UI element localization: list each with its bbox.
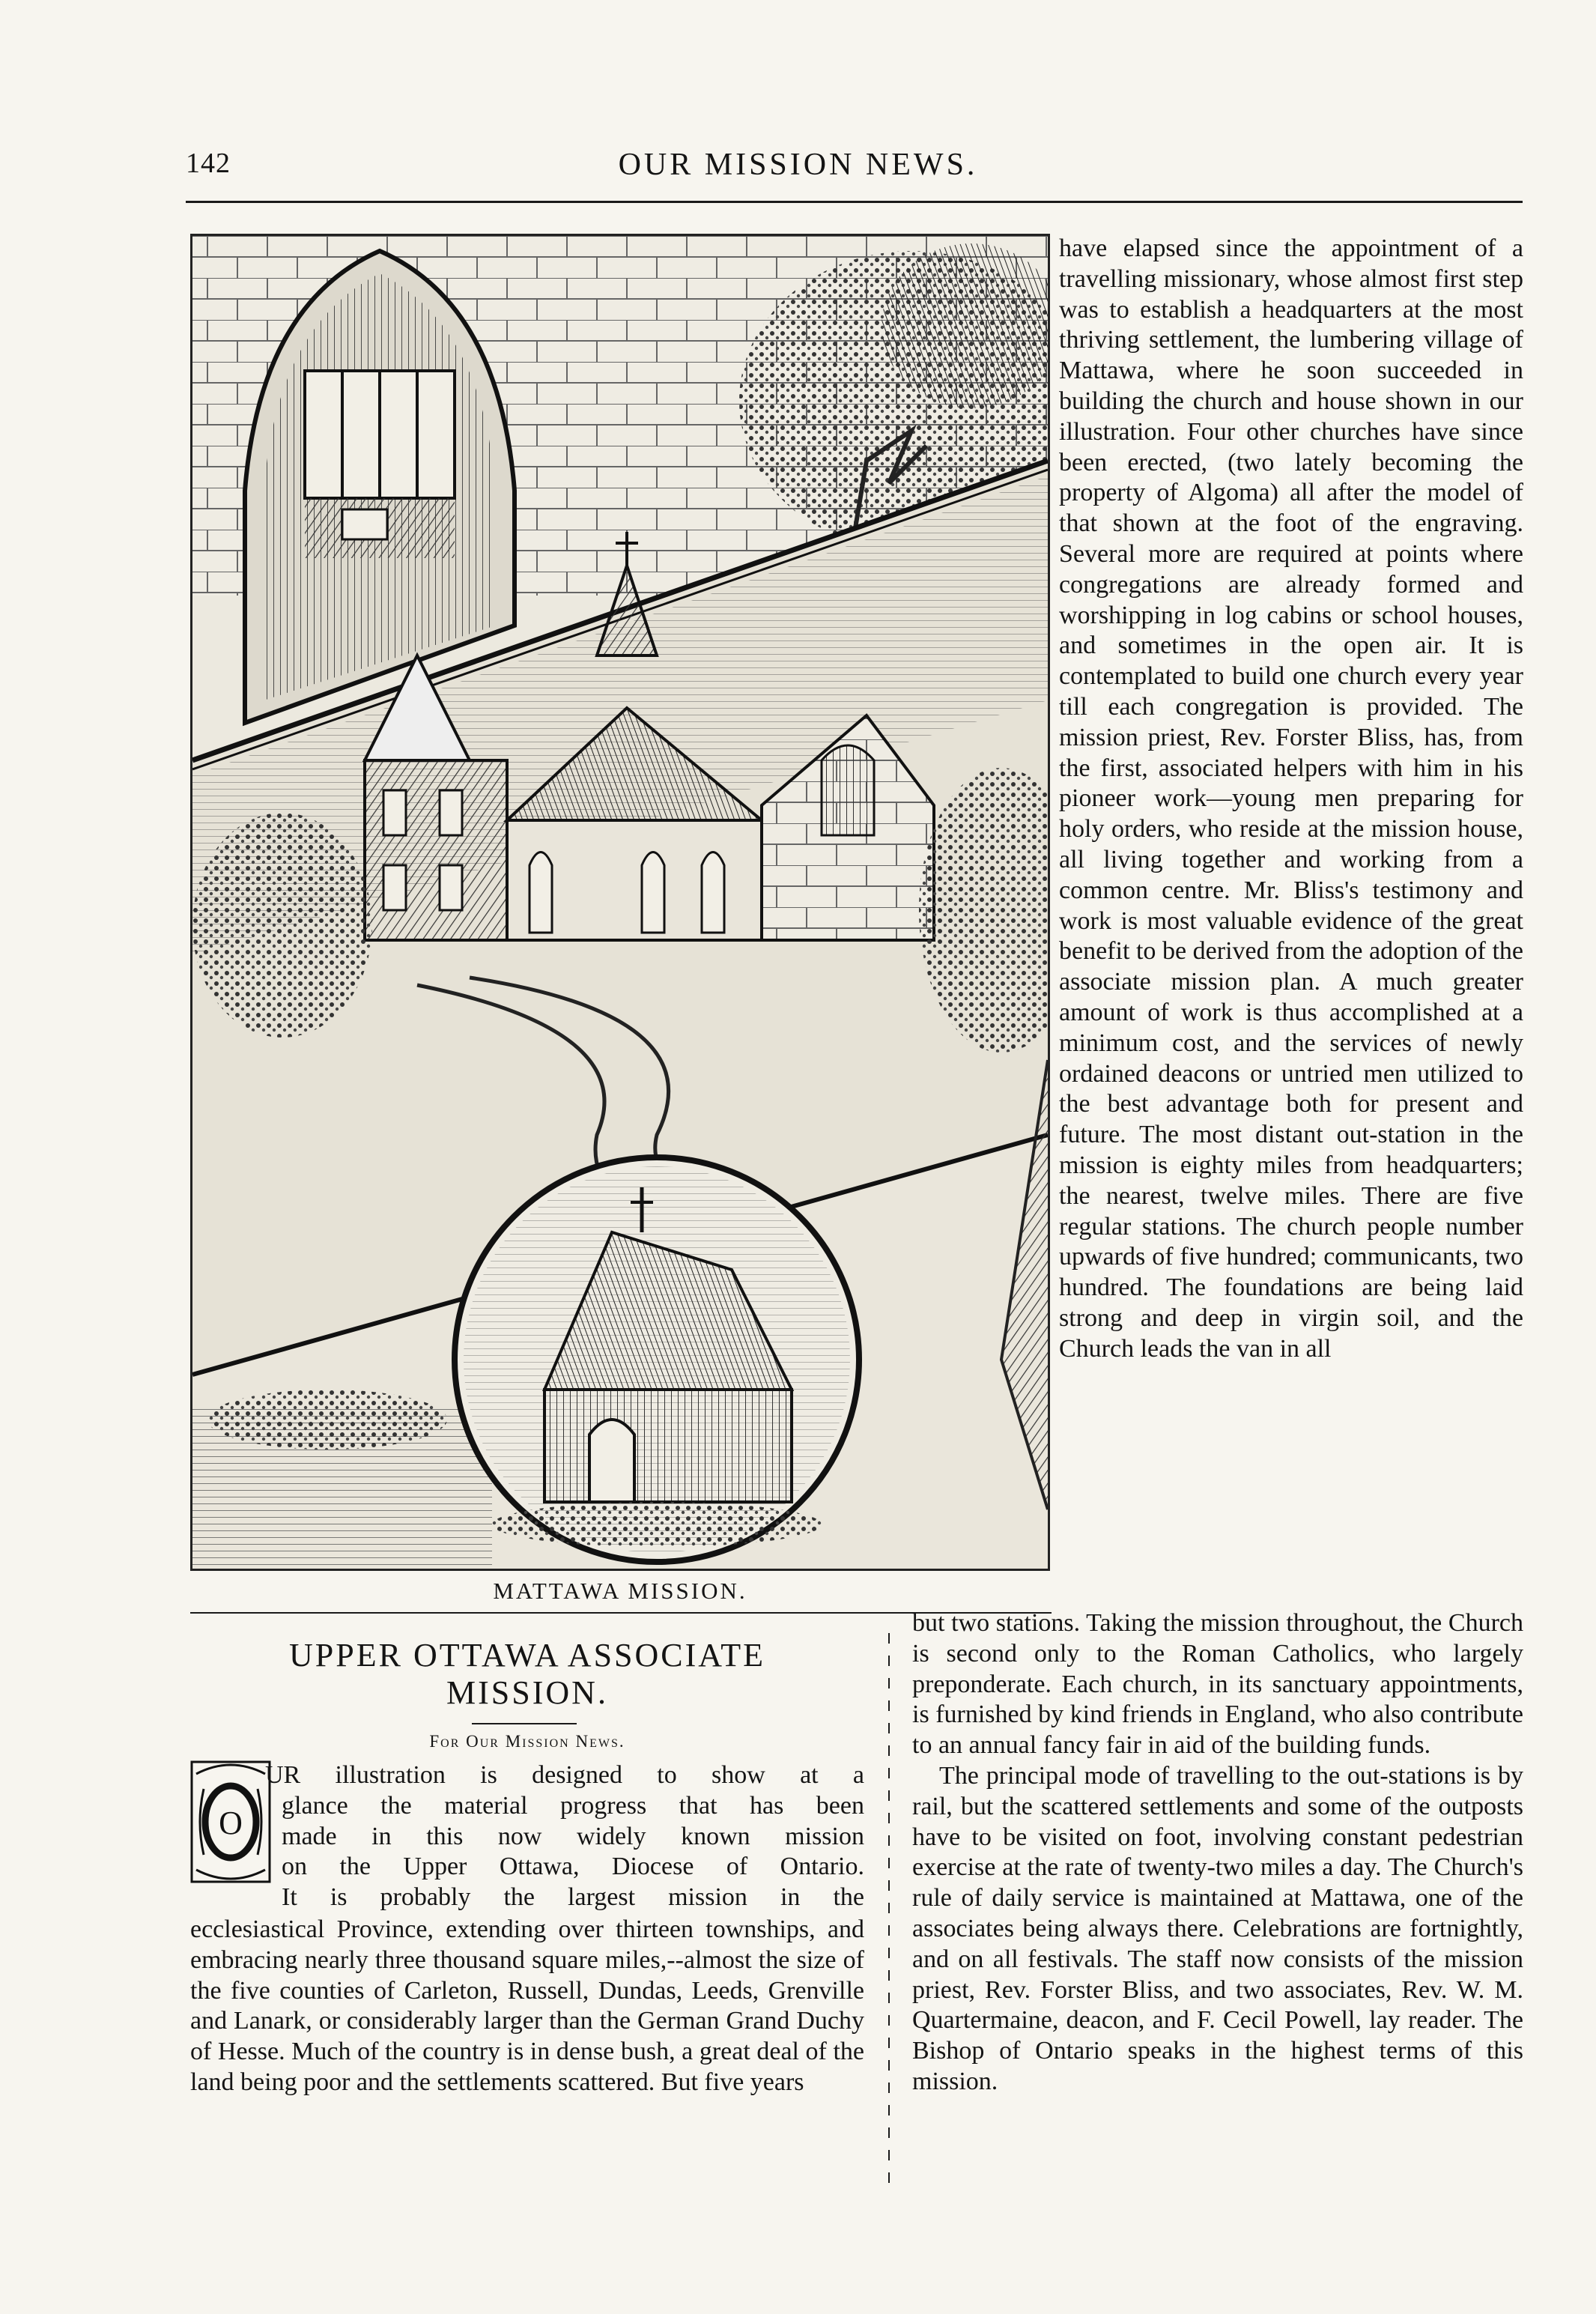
byline-rule: [472, 1723, 577, 1724]
wrapped-line-2: glance the material progress that has been: [282, 1791, 864, 1820]
right-column-wide: [912, 1608, 1523, 2098]
figure-caption: MATTAWA MISSION.: [493, 1578, 747, 1604]
left-column-body: [190, 1915, 864, 2098]
log-church-vignette: [455, 1157, 859, 1562]
column-divider: [888, 1633, 890, 2195]
page-number: 142: [186, 148, 231, 179]
drop-cap-letter: O: [219, 1805, 243, 1841]
left-column-wrapped: [190, 1760, 864, 1913]
article-paragraph-2: but two stations. Taking the mission throughout, the Church is second only to the Roman Catholics, who largely preponderate. Each church, in its sanctuary appointments, is furnished by kind friends in England, who also contribute to an annual fancy fair in aid of the building funds.: [912, 1609, 1523, 1760]
page-title: OUR MISSION NEWS.: [618, 148, 978, 182]
article-title: [190, 1637, 864, 1712]
wrapped-line-5: It is probably the largest mission in the: [282, 1883, 864, 1912]
article-paragraph-3: The principal mode of travelling to the out-stations is by rail, but the scattered settlements and some of the outposts have to be visited on foot, involving constant pedestrian exercise at the rate of twenty-two miles a day. The Church's rule of daily service is maintained at Mattawa, one of the associates being always there. Celebrations are fortnightly, and on all festivals. The staff now consists of the mission priest, Rev. Forster Bliss, and two associates, Rev. W. M. Quartermaine, deacon, and F. Cecil Powell, lay reader. The Bishop of Ontario speaks in the highest terms of this mission.: [912, 1761, 1523, 2095]
article-paragraph-1-rest: ecclesiastical Province, extending over thirteen townships, and embracing nearly three thousand square miles,--almost the size of the five counties of Carleton, Russell, Dundas, Leeds, Grenville and Lanark, or considerably larger than the German Grand Duchy of Hesse. Much of the country is in dense bush, a great deal of the land being poor and the settlements scattered. But five years: [190, 1915, 864, 2096]
article-paragraph-continuation: have elapsed since the appointment of a travelling missionary, whose almost first step was to establish a headquarters at the most thriving settlement, the lumbering village of Mattawa, where he soon succeeded in building the church and house shown in our illustration. Four other churches have since been erected, (two lately becoming the property of Algoma) all after the model of that shown at the foot of the engraving. Several more are required at points where congregations are already formed and worshipping in log cabins or school houses, and sometimes in the open air. It is contemplated to build one church every year till each congregation is provided. The mission priest, Rev. Forster Bliss, has, from the first, associated helpers with him in his pioneer work—young men preparing for holy orders, who reside at the mission house, all living together and working from a common centre. Mr. Bliss's testimony and work is most valuable evidence of the great benefit to be derived from the adoption of the associate mission plan. A much greater amount of work is thus accomplished at a minimum cost, and the services of newly ordained deacons or untried men utilized to the best advantage both for present and future. The most distant out-station in the mission is eighty miles from headquarters; the nearest, twelve miles. There are five regular stations. The church people number upwards of five hundred; communicants, two hundred. The foundations are being laid strong and deep in virgin soil, and the Church leads the van in all: [1059, 234, 1523, 1363]
header-rule: [186, 201, 1523, 203]
byline: For Our Mission News.: [429, 1732, 625, 1751]
article-title-line2: MISSION.: [446, 1674, 608, 1711]
engraving-illustration: [192, 236, 1048, 1569]
wrapped-line-4: on the Upper Ottawa, Diocese of Ontario.: [282, 1853, 864, 1881]
right-column-narrow: [1059, 234, 1523, 1364]
wrapped-line-1: UR illustration is designed to show at a: [265, 1761, 864, 1789]
article-title-line1: UPPER OTTAWA ASSOCIATE: [289, 1637, 765, 1674]
wrapped-line-3: made in this now widely known mission: [282, 1822, 864, 1850]
mattawa-mission-engraving: [190, 234, 1050, 1571]
